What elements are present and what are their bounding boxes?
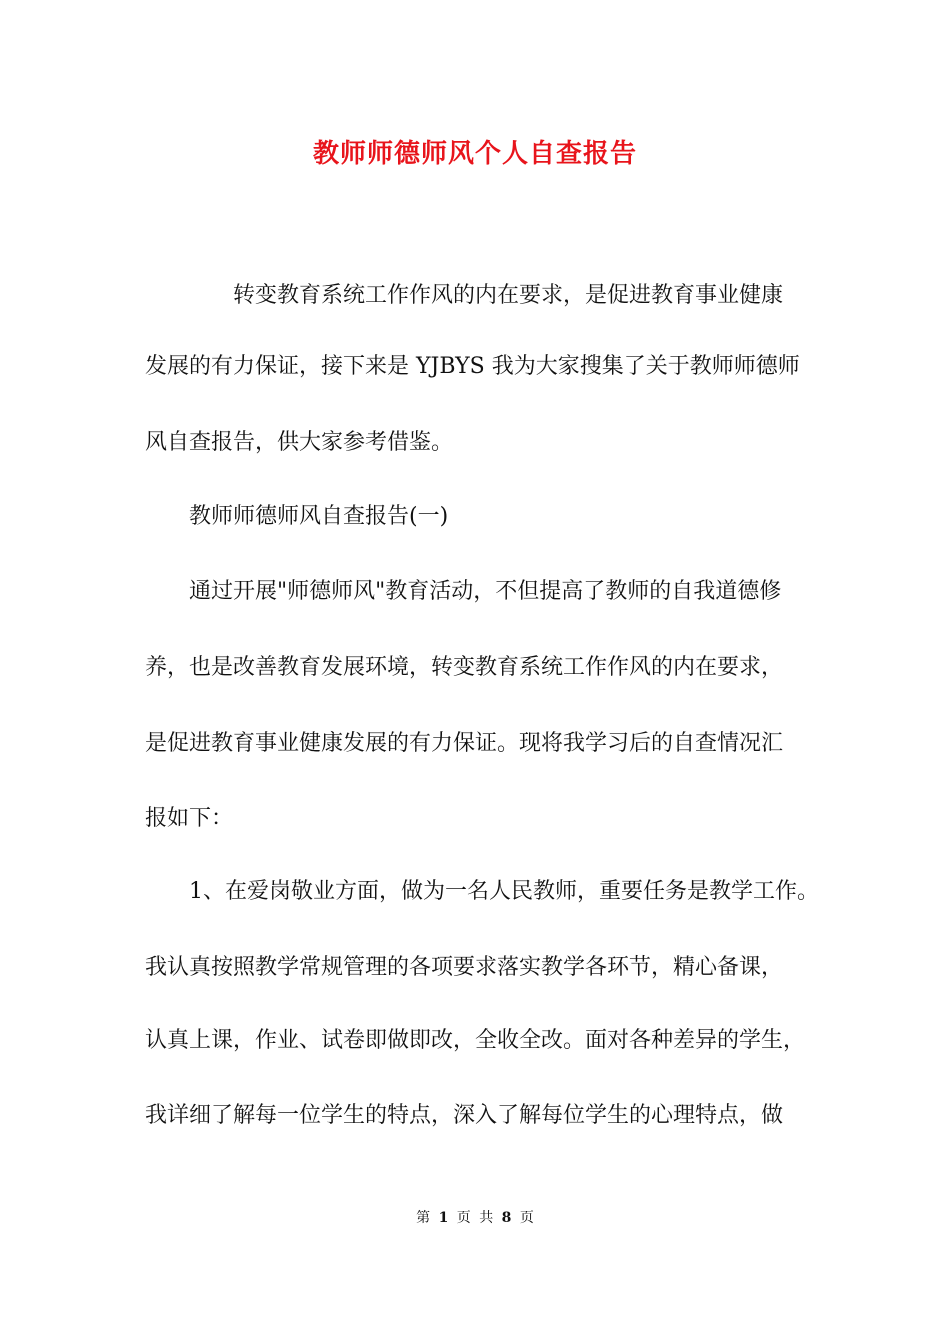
body-line: 我详细了解每一位学生的特点，深入了解每位学生的心理特点，做 bbox=[145, 1103, 784, 1128]
body-line: 是促进教育事业健康发展的有力保证。现将我学习后的自查情况汇 bbox=[145, 731, 784, 756]
page-current: 1 bbox=[438, 1210, 449, 1226]
body-line: 转变教育系统工作作风的内在要求，是促进教育事业健康 bbox=[233, 283, 784, 308]
page-label-prefix: 第 bbox=[416, 1210, 431, 1226]
body-line: 风自查报告，供大家参考借鉴。 bbox=[145, 430, 454, 455]
body-line: 发展的有力保证，接下来是 YJBYS 我为大家搜集了关于教师师德师 bbox=[145, 354, 800, 379]
page-label-suffix: 页 bbox=[519, 1210, 534, 1226]
page-footer bbox=[0, 1208, 950, 1228]
body-line: 通过开展"师德师风"教育活动，不但提高了教师的自我道德修 bbox=[189, 579, 782, 604]
body-line: 我认真按照教学常规管理的各项要求落实教学各环节，精心备课， bbox=[145, 955, 784, 980]
body-line: 养，也是改善教育发展环境，转变教育系统工作作风的内在要求， bbox=[145, 655, 784, 680]
body-line: 报如下： bbox=[145, 806, 234, 831]
page-total: 8 bbox=[501, 1210, 512, 1226]
body-line: 1、在爱岗敬业方面，做为一名人民教师，重要任务是教学工作。 bbox=[189, 879, 819, 904]
body-line: 认真上课，作业、试卷即做即改，全收全改。面对各种差异的学生， bbox=[145, 1028, 806, 1053]
section-heading: 教师师德师风自查报告(一) bbox=[189, 504, 449, 529]
document-title: 教师师德师风个人自查报告 bbox=[312, 139, 637, 169]
page-label-mid: 页 共 bbox=[456, 1210, 494, 1226]
